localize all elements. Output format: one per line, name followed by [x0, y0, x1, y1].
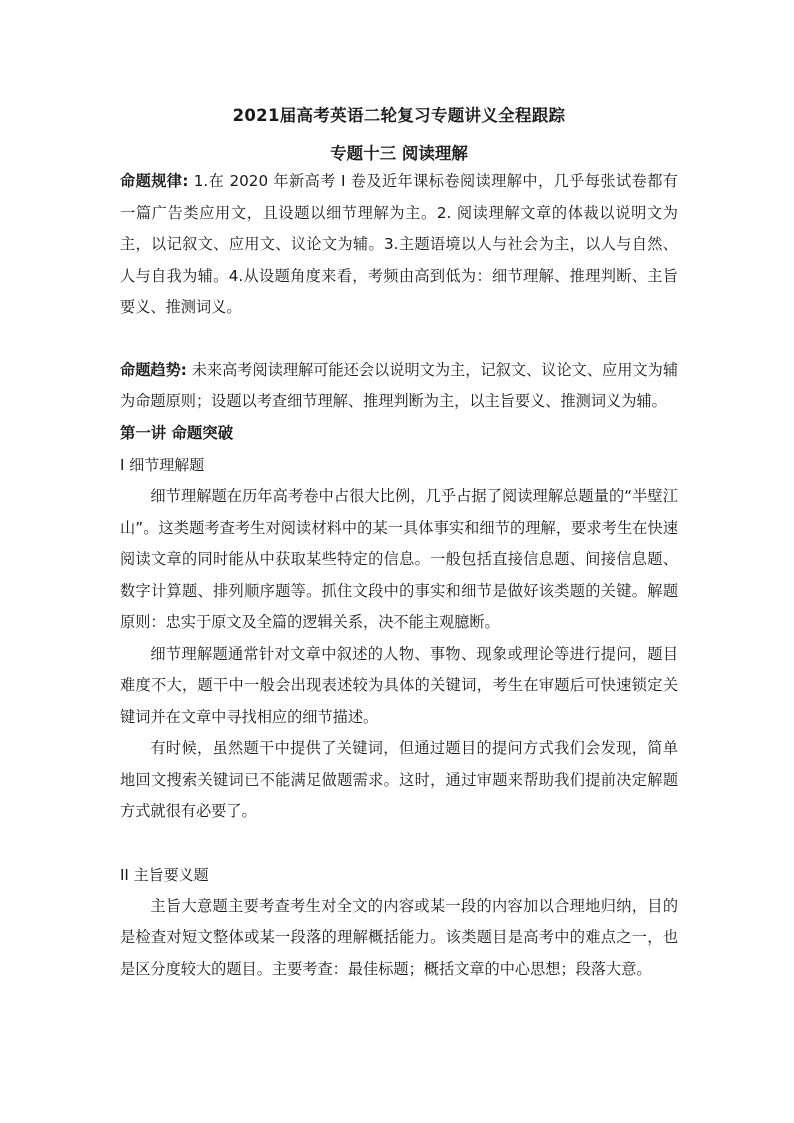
part1-paragraph-2: 细节理解题通常针对文章中叙述的人物、事物、现象或理论等进行提问，题目难度不大，题干中一般会出现表述较为具体的关键词，考生在审题后可快速锁定关键词并在文章中寻找相应的细节描述。 — [120, 644, 678, 726]
part2-heading: II 主旨要义题 — [120, 865, 209, 884]
part1-paragraph-3: 有时候，虽然题干中提供了关键词，但通过题目的提问方式我们会发现，简单地回文搜索关键词已不能满足做题需求。这时，通过审题来帮助我们提前决定解题方式就很有必要了。 — [120, 739, 678, 820]
rule-paragraph — [120, 166, 678, 324]
trend-text: 未来高考阅读理解可能还会以说明文为主，记叙文、议论文、应用文为辅为命题原则；设题以考查细节理解、推理判断为主，以主旨要义、推测词义为辅。 — [120, 360, 679, 410]
spacer — [120, 324, 678, 355]
rule-text: 1.在 2020 年新高考 I 卷及近年课标卷阅读理解中，几乎每张试卷都有一篇广告类应用文，且设题以细节理解为主。2. 阅读理解文章的体裁以说明文为主，以记叙文、应用文、议论文为辅。3.主题语境以人与社会为主，以人与自然、人与自我为辅。4.从设题角度来看，考频由高到低为：细节理解、推理判断、主旨要义、推测词义。 — [120, 172, 678, 316]
spacer — [120, 828, 678, 859]
document-title: 2021届高考英语二轮复习专题讲义全程跟踪 — [232, 106, 566, 125]
part2-paragraph-1: 主旨大意题主要考查考生对全文的内容或某一段的内容加以合理地归纳，目的是检查对短文整体或某一段落的理解概括能力。该类题目是高考中的难点之一，也是区分度较大的题目。主要考查：最佳标题；概括文章的中心思想；段落大意。 — [120, 896, 678, 978]
trend-lead: 命题趋势: — [120, 360, 187, 379]
part1-paragraph-1: 细节理解题在历年高考卷中占很大比例，几乎占据了阅读理解总题量的“半壁江山”。这类题考查考生对阅读材料中的某一具体事实和细节的理解，要求考生在快速阅读文章的同时能从中获取某些特定的信息。一般包括直接信息题、间接信息题、数字计算题、排列顺序题等。抓住文段中的事实和细节是做好该类题的关键。解题原则：忠实于原文及全篇的逻辑关系，决不能主观臆断。 — [120, 487, 678, 631]
document-subtitle: 专题十三 阅读理解 — [330, 144, 468, 163]
rule-lead: 命题规律: — [120, 172, 189, 190]
lecture-heading: 第一讲 命题突破 — [120, 423, 234, 442]
part1-heading: I 细节理解题 — [120, 456, 205, 474]
trend-paragraph — [120, 355, 678, 418]
